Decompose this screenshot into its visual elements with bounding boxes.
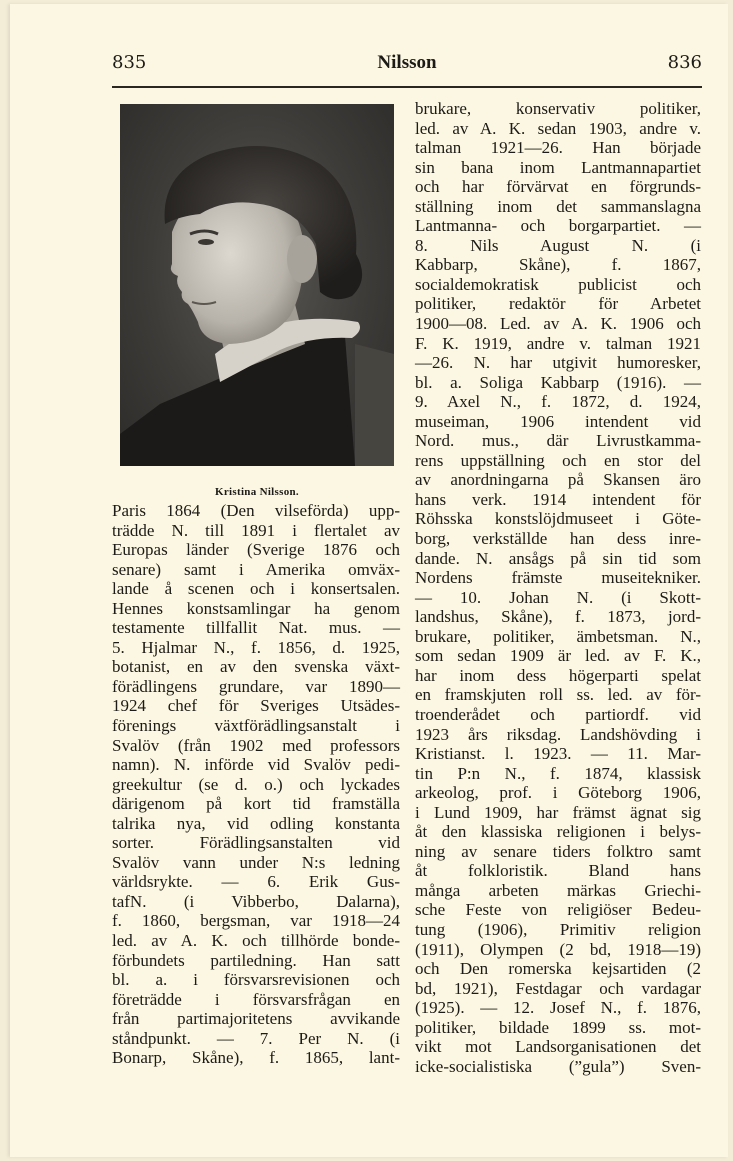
text-line: förenings växtförädlingsanstalt i [112, 716, 400, 736]
text-line: Paris 1864 (Den vilseförda) upp- [112, 501, 400, 520]
text-line: sche Feste von religiöser Bedeu- [415, 900, 701, 920]
text-line: Hennes konstsamlingar ha genom [112, 598, 400, 618]
text-line: talman 1921—26. Han började [415, 138, 701, 158]
text-line: har inom dess högerparti spelat [415, 665, 701, 685]
entry-josef: (1925). — 12. Josef N., f. 1876, [415, 998, 701, 1018]
text-line: icke-socialistiska (”gula”) Sven- [415, 1056, 701, 1076]
text-line: brukare, politiker, ämbetsman. N., [415, 626, 701, 646]
text-line: brukare, konservativ politiker, [415, 99, 701, 118]
text-column-right [415, 99, 701, 1076]
text-line: dande. N. ansågs på sin tid som [415, 548, 701, 568]
text-line: F. K. 1919, andre v. talman 1921 [415, 333, 701, 353]
text-line: förädlingens grundare, var 1890— [112, 676, 400, 696]
text-line: Svalöv vann under N:s ledning [112, 852, 400, 872]
text-line: Nord. mus., där Livrustkamma- [415, 431, 701, 451]
text-line: namn). N. införde vid Svalöv pedi- [112, 755, 400, 775]
text-line: arkeolog, prof. i Göteborg 1906, [415, 783, 701, 803]
entry-axel: 9. Axel N., f. 1872, d. 1924, [415, 392, 701, 412]
text-line: led. av A. K. sedan 1903, andre v. [415, 118, 701, 138]
text-line: i Lund 1909, har främst ägnat sig [415, 802, 701, 822]
text-line: 1923 års riksdag. Landshövding i [415, 724, 701, 744]
text-line: Lantmanna- och borgarpartiet. — [415, 216, 701, 236]
text-line: museiman, 1906 intendent vid [415, 411, 701, 431]
text-line: 1924 chef för Sveriges Utsädes- [112, 696, 400, 716]
text-line: talrika nya, vid odling konstanta [112, 813, 400, 833]
text-line: troenderådet och partiordf. vid [415, 704, 701, 724]
text-line: f. 1860, bergsman, var 1918—24 [112, 911, 400, 931]
text-line: som sedan 1909 är led. av F. K., [415, 646, 701, 666]
text-line: socialdemokratisk publicist och [415, 274, 701, 294]
text-line: politiker, bildade 1899 ss. mot- [415, 1017, 701, 1037]
text-line: Europas länder (Sverige 1876 och [112, 540, 400, 560]
running-header [112, 52, 702, 80]
text-line: tin P:n N., f. 1874, klassisk [415, 763, 701, 783]
page-number-right: 836 [667, 52, 702, 73]
text-line: tafN. (i Vibberbo, Dalarna), [112, 891, 400, 911]
text-line: sorter. Förädlingsanstalten vid [112, 833, 400, 853]
portrait-photo [120, 104, 394, 466]
text-line: av anordningarna på Skansen äro [415, 470, 701, 490]
text-line: åt den klassiska religionen i belys- [415, 822, 701, 842]
text-line: sin bana inom Lantmannapartiet [415, 157, 701, 177]
text-line: Röhsska konstslöjdmuseet i Göte- [415, 509, 701, 529]
text-line: Bonarp, Skåne), f. 1865, lant- [112, 1048, 400, 1068]
text-line: bl. a. Soliga Kabbarp (1916). — [415, 372, 701, 392]
portrait-image-icon [120, 104, 394, 466]
text-line: Kabbarp, Skåne), f. 1867, [415, 255, 701, 275]
text-line: vikt mot Landsorganisationen det [415, 1037, 701, 1057]
text-line: borg, verkställde han dess inre- [415, 529, 701, 549]
text-line: och Den romerska kejsartiden (2 [415, 959, 701, 979]
text-line: ställning inom det sammanslagna [415, 196, 701, 216]
text-line: tung (1906), Primitiv religion [415, 919, 701, 939]
text-line: greekultur (se d. o.) och lyckades [112, 774, 400, 794]
text-line: förbundets partiledning. Han satt [112, 950, 400, 970]
entry-johan: — 10. Johan N. (i Skott- [415, 587, 701, 607]
text-line: botanist, en av den svenska växt- [112, 657, 400, 677]
text-line: bd, 1921), Festdagar och vardagar [415, 978, 701, 998]
text-line: hans verk. 1914 intendent för [415, 489, 701, 509]
header-rule [112, 86, 702, 88]
text-line: rens uppställning och en stor del [415, 450, 701, 470]
text-line: företrädde i försvarsfrågan en [112, 989, 400, 1009]
text-line: led. av A. K. och tillhörde bonde- [112, 931, 400, 951]
text-line: Nordens främste museitekniker. [415, 568, 701, 588]
entry-erik-gustaf: världsrykte. — 6. Erik Gus- [112, 872, 400, 892]
text-line: —26. N. har utgivit humoresker, [415, 353, 701, 373]
text-line: senare) samt i Amerika omväx- [112, 559, 400, 579]
entry-hjalmar: 5. Hjalmar N., f. 1856, d. 1925, [112, 637, 400, 657]
text-line: Svalöv (från 1902 med professors [112, 735, 400, 755]
text-line: ning av senare tiders folktro samt [415, 841, 701, 861]
text-line: testamente tillfallit Nat. mus. — [112, 618, 400, 638]
text-line: (1911), Olympen (2 bd, 1918—19) [415, 939, 701, 959]
running-title: Nilsson [377, 52, 437, 73]
text-line: bl. a. i försvarsrevisionen och [112, 970, 400, 990]
text-line: många arbeten märkas Griechi- [415, 880, 701, 900]
text-line: landshus, Skåne), f. 1873, jord- [415, 607, 701, 627]
entry-martin: Kristianst. l. 1923. — 11. Mar- [415, 744, 701, 764]
text-line: politiker, redaktör för Arbetet [415, 294, 701, 314]
text-line: därigenom på kort tid framställa [112, 794, 400, 814]
text-line: åt folkloristik. Bland hans [415, 861, 701, 881]
text-line: lande å scenen och i konsertsalen. [112, 579, 400, 599]
page-number-left: 835 [112, 52, 147, 73]
text-line: trädde N. till 1891 i flertalet av [112, 520, 400, 540]
photo-caption: Kristina Nilsson. [215, 486, 299, 498]
text-column-left [112, 501, 400, 1068]
entry-nils-august: 8. Nils August N. (i [415, 235, 701, 255]
text-line: och har förvärvat en förgrunds- [415, 177, 701, 197]
text-line: en framskjuten roll ss. led. av för- [415, 685, 701, 705]
entry-per: ståndpunkt. — 7. Per N. (i [112, 1028, 400, 1048]
text-line: 1900—08. Led. av A. K. 1906 och [415, 314, 701, 334]
text-line: från partimajoritetens avvikande [112, 1009, 400, 1029]
